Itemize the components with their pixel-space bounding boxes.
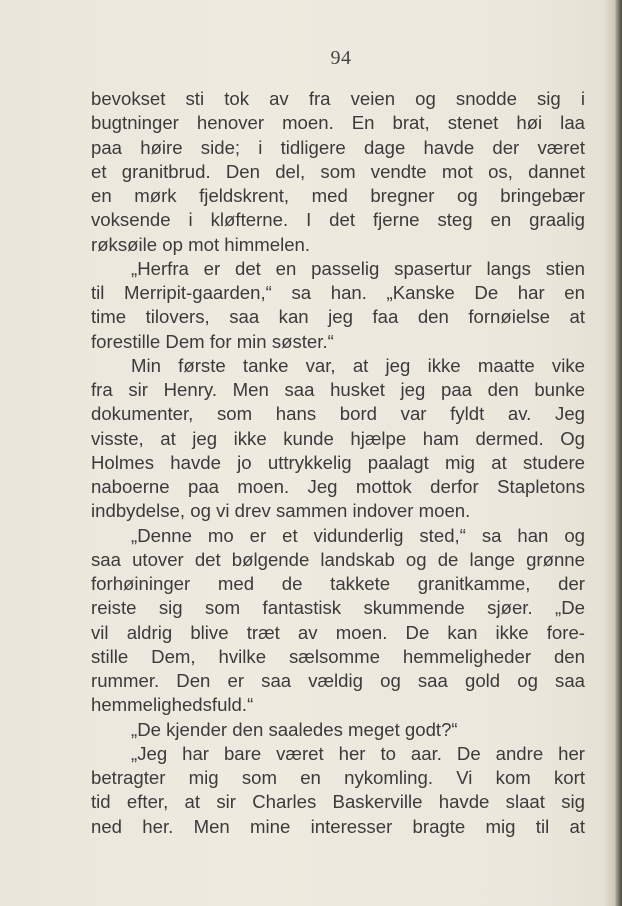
text-line: Min første tanke var, at jeg ikke maatte vike (131, 354, 585, 376)
text-line: saa utover det bølgende landskab og de lange grønne (91, 548, 585, 570)
text-line: dokumenter, som hans bord var fyldt av. Jeg (91, 403, 585, 425)
text-line: naboerne paa moen. Jeg mottok derfor Stapletons (91, 476, 585, 497)
page-number: 94 (330, 47, 352, 69)
text-line: paa høire side; i tidligere dage havde der været (91, 136, 585, 158)
text-line: tid efter, at sir Charles Baskerville havde slaat sig (91, 791, 585, 813)
body-text (91, 87, 585, 839)
text-line: stille Dem, hvilke sælsomme hemmeligheder den (91, 645, 585, 667)
text-line: vil aldrig blive træt av moen. De kan ikke fore- (91, 621, 585, 643)
text-line: en mørk fjeldskrent, med bregner og bringebær (91, 185, 585, 206)
text-line: hemmelighedsfuld.“ (91, 694, 254, 716)
text-line: „Denne mo er et vidunderlig sted,“ sa han og (131, 524, 585, 546)
text-line: til Merripit-gaarden,“ sa han. „Kanske De har en (91, 282, 585, 303)
text-line: visste, at jeg ikke kunde hjælpe ham dermed. Og (91, 427, 585, 449)
text-line: voksende i kløfterne. I det fjerne steg en graalig (91, 209, 585, 231)
text-line: rummer. Den er saa vældig og saa gold og saa (91, 670, 585, 691)
text-line: forhøininger med de takkete granitkamme, der (91, 573, 585, 594)
text-line: time tilovers, saa kan jeg faa den fornøielse at (91, 306, 585, 328)
text-line: forestille Dem for min søster.“ (91, 330, 334, 352)
text-line: bugtninger henover moen. En brat, stenet høi laa (91, 112, 585, 134)
text-line: „Jeg har bare været her to aar. De andre her (131, 742, 585, 764)
page-binding-edge (614, 0, 622, 906)
text-line: betragter mig som en nykomling. Vi kom kort (91, 767, 585, 788)
text-line: indbydelse, og vi drev sammen indover moen. (91, 500, 471, 522)
text-line: „Herfra er det en passelig spasertur langs stien (131, 257, 585, 279)
text-line: Holmes havde jo uttrykkelig paalagt mig at studere (91, 451, 585, 473)
text-line: bevokset sti tok av fra veien og snodde sig i (91, 88, 585, 109)
text-line: „De kjender den saaledes meget godt?“ (131, 718, 458, 740)
text-line: røksøile op mot himmelen. (91, 233, 311, 255)
text-line: reiste sig som fantastisk skummende sjøer. „De (91, 597, 585, 619)
text-line: ned her. Men mine interesser bragte mig til at (91, 815, 585, 837)
text-line: et granitbrud. Den del, som vendte mot os, dannet (91, 160, 585, 182)
text-line: fra sir Henry. Men saa husket jeg paa den bunke (91, 379, 585, 400)
